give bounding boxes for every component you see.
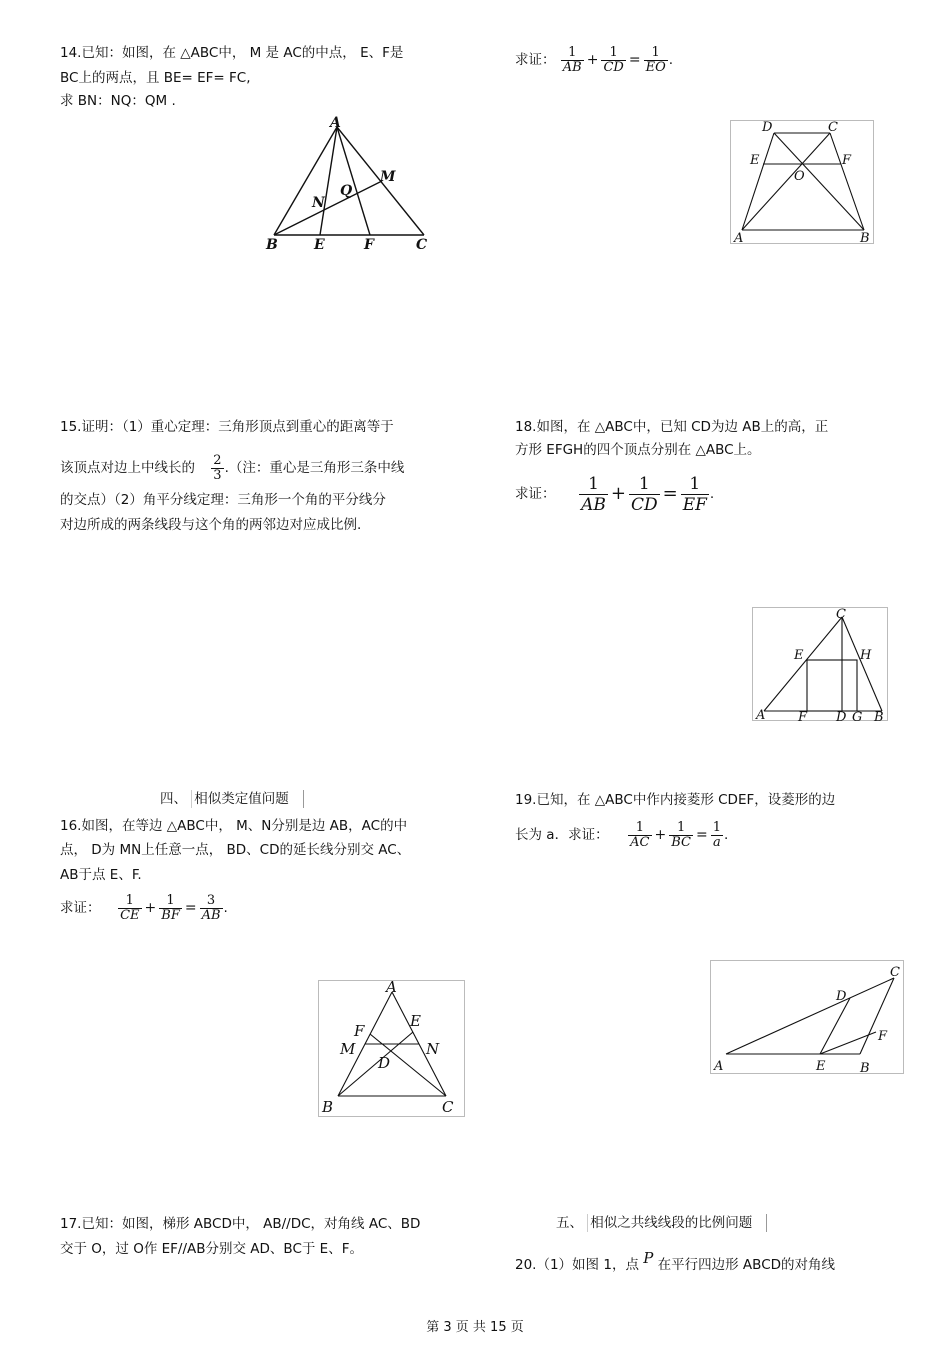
- p19-frac-2: $\frac{1}{BC}$: [671, 819, 691, 850]
- p15-line2: 该顶点对边上中线长的 $\frac{2}{3}$ .（注：重心是三角形三条中线: [60, 452, 405, 483]
- p17-frac-2: $\frac{1}{CD}$: [603, 44, 624, 75]
- p18-line1: 18.如图，在 △ABC中，已知 CD为边 AB上的高，正: [515, 419, 829, 435]
- p14-line1: 14.已知：如图，在 △ABC中， M 是 AC的中点， E、F是: [60, 45, 404, 61]
- p17-proof-formula: 求证： $\frac{1}{AB}$ + $\frac{1}{CD}$ = $\frac{1}{EO}$ .: [515, 44, 674, 75]
- fig17-label-d: D: [762, 120, 773, 135]
- fig18-label-f: F: [798, 710, 808, 725]
- figure-16-equilateral: [318, 978, 466, 1118]
- fig17-label-o: O: [794, 169, 805, 184]
- section-5-heading: 五、 相似之共线线段的比例问题: [556, 1214, 767, 1232]
- section-4-title: 相似类定值问题: [191, 790, 304, 808]
- p20-line1: 20.（1）如图 1，点 P 在平行四边形 ABCD的对角线: [515, 1249, 836, 1273]
- figure-18-triangle-square: [752, 605, 892, 725]
- p16-formula: 求证： $\frac{1}{CE}$ + $\frac{1}{BF}$ = $\frac{3}{AB}$ .: [60, 892, 228, 923]
- fig14-label-a: A: [330, 115, 341, 131]
- p18-formula: 求证： $\frac{1}{AB}$ + $\frac{1}{CD}$ = $\frac{1}{EF}$ .: [515, 473, 715, 515]
- fig16-label-a: A: [386, 978, 397, 996]
- fig17-label-b: B: [860, 231, 870, 246]
- p15-line3: 的交点）（2）角平分线定理：三角形一个角的平分线分: [60, 492, 386, 508]
- fig14-label-n: N: [312, 195, 325, 211]
- fig19-label-c: C: [890, 965, 900, 980]
- p17-proof-label: 求证：: [515, 52, 556, 68]
- p15-line1: 15.证明：（1）重心定理：三角形顶点到重心的距离等于: [60, 419, 394, 435]
- p16-frac-1: $\frac{1}{CE}$: [120, 892, 140, 923]
- p16-line1: 16.如图，在等边 △ABC中， M、N分别是边 AB，AC的中: [60, 818, 408, 834]
- p18-frac-3: $\frac{1}{EF}$: [682, 473, 707, 515]
- fig16-label-d: D: [378, 1054, 391, 1072]
- fig18-label-h: H: [860, 648, 872, 663]
- figure-17-trapezoid: [730, 118, 875, 246]
- fig16-label-c: C: [442, 1098, 454, 1116]
- fig18-label-a: A: [756, 708, 766, 723]
- fig18-label-e: E: [794, 648, 804, 663]
- figure-14-triangle: [262, 115, 442, 255]
- p18-frac-2: $\frac{1}{CD}$: [630, 473, 658, 515]
- fig19-label-e: E: [816, 1059, 826, 1074]
- fig16-label-f: F: [354, 1022, 365, 1040]
- p16-frac-3: $\frac{3}{AB}$: [201, 892, 221, 923]
- fig19-label-d: D: [836, 989, 847, 1004]
- p14-line2: BC上的两点，且 BE= EF= FC,: [60, 70, 251, 86]
- page-footer: 第 3 页 共 15 页: [426, 1320, 524, 1335]
- p16-line2: 点， D为 MN上任意一点， BD、CD的延长线分别交 AC、: [60, 842, 411, 858]
- p17-line1: 17.已知：如图，梯形 ABCD中， AB//DC，对角线 AC、BD: [60, 1216, 421, 1232]
- fig17-label-a: A: [734, 231, 744, 246]
- fig16-label-b: B: [322, 1098, 334, 1116]
- figure-19-rhombus: [710, 958, 906, 1078]
- fig18-label-c: C: [836, 607, 846, 622]
- fig18-label-b: B: [874, 710, 884, 725]
- fig14-label-q: Q: [340, 183, 353, 199]
- p20-variable-p: P: [643, 1249, 654, 1267]
- fig18-label-d: D: [836, 710, 847, 725]
- p19-frac-1: $\frac{1}{AC}$: [630, 819, 650, 850]
- p14-line3: 求 BN：NQ：QM .: [60, 93, 176, 109]
- fig17-label-c: C: [828, 120, 838, 135]
- fig19-label-f: F: [878, 1029, 888, 1044]
- p19-formula: 长为 a．求证： $\frac{1}{AC}$ + $\frac{1}{BC}$ = $\frac{1}{a}$ .: [515, 819, 729, 850]
- p17-frac-3: $\frac{1}{EO}$: [645, 44, 666, 75]
- fig14-label-c: C: [416, 237, 428, 253]
- fig16-label-n: N: [426, 1040, 440, 1058]
- p19-line2: 长为 a．求证：: [515, 827, 609, 843]
- fig19-label-b: B: [860, 1061, 870, 1076]
- fig16-label-e: E: [410, 1012, 421, 1030]
- p15-line4: 对边所成的两条线段与这个角的两邻边对应成比例.: [60, 517, 362, 533]
- p15-frac-two-thirds: $\frac{2}{3}$: [213, 452, 222, 483]
- fig14-label-b: B: [266, 237, 278, 253]
- fig14-label-f: F: [364, 237, 374, 253]
- fig14-label-m: M: [380, 169, 396, 185]
- p16-line3: AB于点 E、F.: [60, 867, 142, 883]
- fig14-label-e: E: [314, 237, 325, 253]
- p18-proof-label: 求证：: [515, 486, 556, 502]
- p19-line1: 19.已知，在 △ABC中作内接菱形 CDEF，设菱形的边: [515, 792, 836, 808]
- p16-proof-label: 求证：: [60, 900, 101, 916]
- p16-frac-2: $\frac{1}{BF}$: [161, 892, 180, 923]
- p17-line2: 交于 O，过 O作 EF//AB分别交 AD、BC于 E、F。: [60, 1241, 363, 1257]
- fig16-label-m: M: [340, 1040, 356, 1058]
- fig18-label-g: G: [852, 710, 863, 725]
- p19-frac-3: $\frac{1}{a}$: [712, 819, 722, 850]
- p18-line2: 方形 EFGH的四个顶点分别在 △ABC上。: [515, 442, 761, 458]
- p17-frac-1: $\frac{1}{AB}$: [562, 44, 582, 75]
- section-4-heading: 四、 相似类定值问题: [160, 790, 304, 808]
- fig17-label-e: E: [750, 153, 760, 168]
- fig19-label-a: A: [714, 1059, 724, 1074]
- section-5-title: 相似之共线线段的比例问题: [587, 1214, 767, 1232]
- p18-frac-1: $\frac{1}{AB}$: [581, 473, 606, 515]
- fig17-label-f: F: [842, 153, 852, 168]
